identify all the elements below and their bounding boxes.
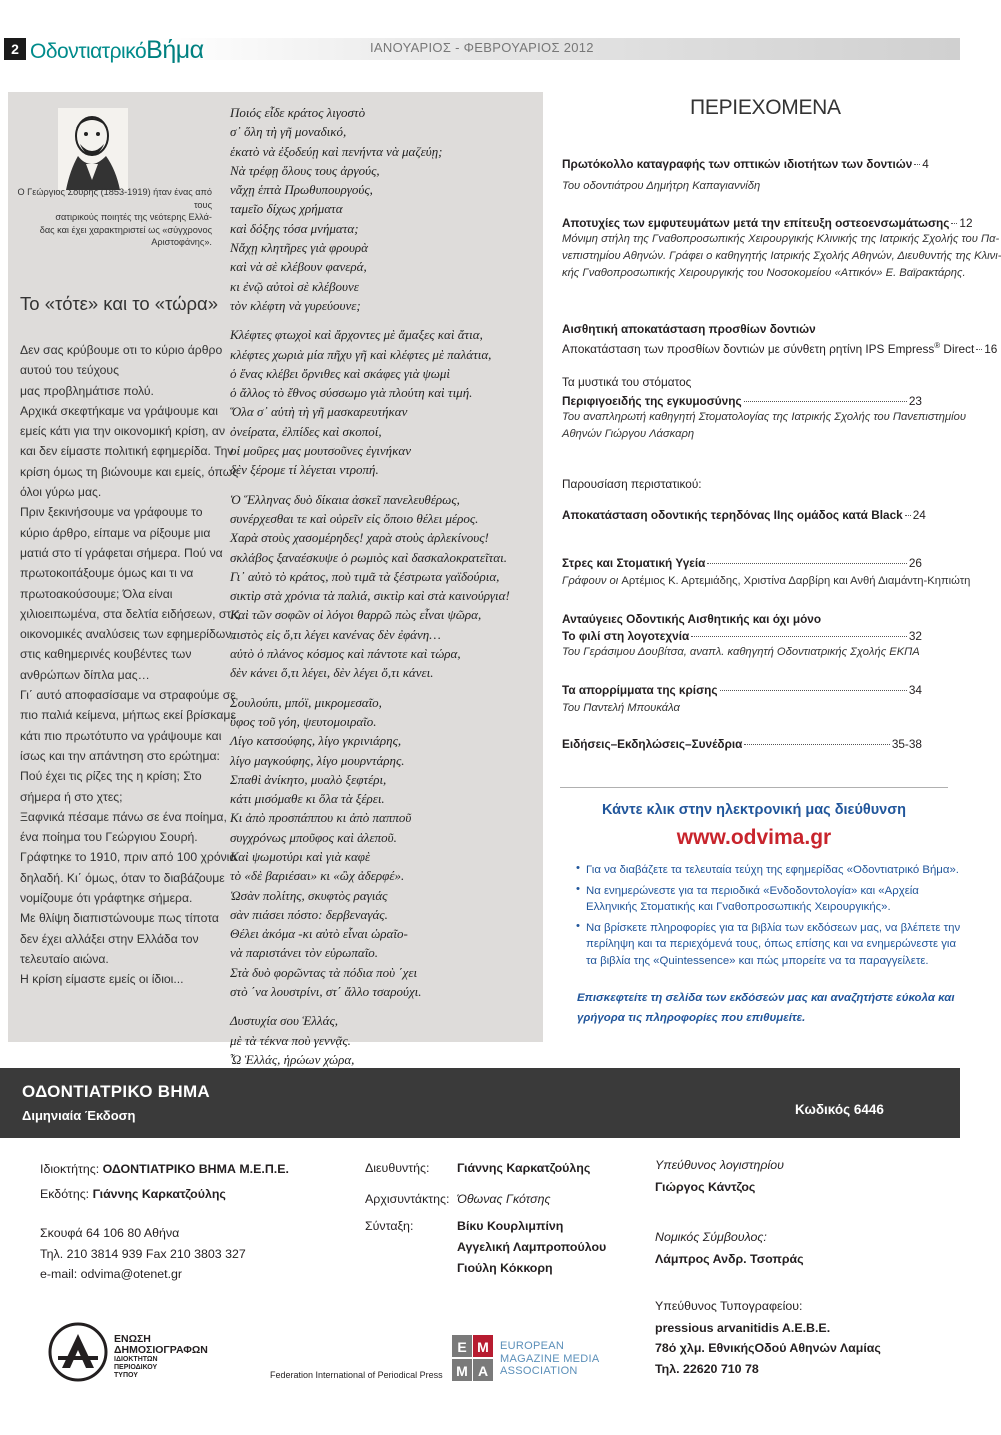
accounting-label xyxy=(655,1158,784,1172)
article-line: χιλιοειπωμένα, στα δελτία ειδήσεων, στις xyxy=(20,606,240,621)
brand-part1: Οδοντιατρικό xyxy=(30,40,147,63)
toc-entry-24[interactable] xyxy=(562,476,926,523)
toc-author: Του Παντελή Μπουκάλα xyxy=(562,702,680,714)
fipp-text: Federation International of Periodical Press xyxy=(270,1370,443,1380)
article-line: στις καθημερινές κουβέντες των xyxy=(20,647,192,662)
email-line: e-mail: odvima@otenet.gr xyxy=(40,1267,183,1281)
poem-line: ἑκατὸ νὰ ἐξοδεύῃ καὶ πενήντα νὰ μαζεύῃ; xyxy=(230,143,443,159)
owner-label: Ιδιοκτήτης: xyxy=(40,1162,103,1176)
toc-author: Του Γεράσιμου Δουβίτσα, αναπλ. καθηγητή Οδοντιατρικής Σχολής ΕΚΠΑ xyxy=(562,646,920,658)
toc-section-head: Παρουσίαση περιστατικού: xyxy=(562,477,702,491)
poem-line: Γι᾽ αὐτὸ τὸ κράτος, ποὺ τιμᾶ τὰ ξέστρωτα γαϊδούρια, xyxy=(230,568,500,584)
article-line: κάτι πιο πρωτότυπο να γράψουμε και xyxy=(20,728,222,743)
legal-name xyxy=(655,1252,804,1266)
toc-title-reg: ® xyxy=(934,341,941,350)
toc-page: 32 xyxy=(908,629,922,643)
poem-line: λίγο μαγκούφης, λίγο μουρντάρης. xyxy=(230,752,405,768)
toc-page: 24 xyxy=(912,508,926,522)
toc-title: Αποτυχίες των εμφυτευμάτων μετά την επίτευξη οστεοενσωμάτωσης xyxy=(562,216,950,230)
director-label: Διευθυντής: xyxy=(365,1161,430,1175)
legal-label xyxy=(655,1230,767,1244)
article-line: κρίση όμως τη βιώνουμε και εμείς, όπως xyxy=(20,464,239,479)
poem-line: σ᾽ ὅλη τὴ γῆ μοναδικό, xyxy=(230,124,347,140)
toc-section-head: Αισθητική αποκατάσταση προσθίων δοντιών xyxy=(562,322,816,336)
souris-poem xyxy=(230,103,535,1099)
editor-name-text: Όθωνας Γκότσης xyxy=(457,1192,551,1206)
toc-entry-16[interactable] xyxy=(562,320,998,356)
staff-member xyxy=(457,1261,553,1275)
emma-text xyxy=(500,1340,600,1378)
brand-logo xyxy=(30,36,204,65)
article-line: δηλαδή. Κι΄ όμως, όταν το διαβάζουμε xyxy=(20,870,225,885)
legal-name-text: Λάμπρος Ανδρ. Τσοπράς xyxy=(655,1252,804,1266)
editorial-title: Το «τότε» και το «τώρα» xyxy=(20,293,219,314)
article-line: μας προβλημάτισε πολύ. xyxy=(20,383,154,398)
journalists-union-text xyxy=(114,1334,208,1380)
toc-title: Το φιλί στη λογοτεχνία xyxy=(562,629,690,643)
poem-line: Νὰ τρέφῃ ὅλους τους ἀργούς, xyxy=(230,162,380,178)
editorial-text xyxy=(20,340,240,990)
poem-line: καὶ δόξης τόσα μνήματα; xyxy=(230,220,359,236)
director-name xyxy=(457,1161,590,1175)
article-line: κύριο άρθρο, είπαμε να ρίξουμε μια xyxy=(20,525,211,540)
staff-member-name: Βίκυ Κουρλιμπίνη xyxy=(457,1219,564,1233)
promo-visit-line: γρήγορα τις πληροφορίες που επιθυμείτε. xyxy=(577,1012,806,1024)
masthead-subtitle: Διμηνιαία Έκδοση xyxy=(22,1108,136,1123)
article-line: Η κρίση είμαστε εμείς οι ίδιοι... xyxy=(20,972,184,987)
staff-label: Σύνταξη: xyxy=(365,1219,414,1233)
toc-author: Του αναπληρωτή καθηγητή Στοματολογίας της Ιατρικής Σχολής του Πανεπιστημίου xyxy=(562,411,966,423)
article-line: Πού έχει τις ρίζες της η κρίση; Στο xyxy=(20,769,202,784)
publisher-line xyxy=(40,1187,226,1201)
article-line: δεν έχει αλλάξει στην Ελλάδα τον xyxy=(20,931,199,946)
toc-entry-26[interactable] xyxy=(562,555,971,590)
poem-line: ταμεῖο δίχως χρήματα xyxy=(230,201,343,217)
promo-list xyxy=(576,862,961,973)
printer-name-text: pressious arvanitidis A.E.B.E. xyxy=(655,1321,831,1335)
toc-entry-4[interactable] xyxy=(562,156,929,195)
toc-title: Αποκατάσταση οδοντικής τερηδόνας IIης ομάδος κατά Black xyxy=(562,508,903,522)
article-line: σήμερα ή στο χτες; xyxy=(20,789,123,804)
caption-line: δας και έχει χαρακτηριστεί ως «σύγχρονος Αριστοφάνης». xyxy=(39,224,212,247)
toc-title: Στρες και Στοματική Υγεία xyxy=(562,556,706,570)
article-line: Αρχικά σκεφτήκαμε να γράψουμε και xyxy=(20,403,219,418)
poem-line: Νἄχῃ κλητῆρες γιὰ φρουρὰ xyxy=(230,240,368,256)
promo-item xyxy=(576,862,959,879)
emma-mark-m1: M xyxy=(477,1339,489,1355)
accountant-name-text: Γιώργος Κάντζος xyxy=(655,1180,756,1194)
accountant-name xyxy=(655,1180,755,1194)
article-line: όλοι γύρω μας. xyxy=(20,485,102,500)
owner-name: ΟΔΟΝΤΙΑΤΡΙΚΟ ΒΗΜΑ Μ.Ε.Π.Ε. xyxy=(102,1162,289,1176)
poem-stanza-4 xyxy=(230,693,535,1002)
union-small-line: ΤΥΠΟΥ xyxy=(114,1372,138,1379)
printer-name xyxy=(655,1321,830,1335)
toc-title: Ειδήσεις–Εκδηλώσεις–Συνέδρια xyxy=(562,737,743,751)
article-line: ένα ποίημα του Γεώργιου Σουρή. xyxy=(20,830,198,845)
poem-line: Σπαθὶ ἀνίκητο, μυαλὸ ξεφτέρι, xyxy=(230,771,387,787)
website-link[interactable]: www.odvima.gr xyxy=(676,826,832,849)
emma-mark-e: E xyxy=(457,1339,467,1355)
poem-line: Ὁ Ἕλληνας δυὸ δίκαια ἀσκεῖ πανελευθέρως, xyxy=(230,491,460,507)
emma-line: EUROPEAN xyxy=(500,1340,565,1352)
promo-item-line: περίληψη και τα περιεχόμενά τους, όπως επίσης και να ενημερώνεστε για xyxy=(586,938,957,950)
owner-line xyxy=(40,1162,289,1176)
poem-line: τὸ «δὲ βαριέσαι» κι «ὢχ ἀδερφέ». xyxy=(230,868,405,884)
article-line: Ξαφνικά πέσαμε πάνω σε ένα ποίημα, xyxy=(20,809,227,824)
toc-page: 26 xyxy=(908,556,922,570)
toc-author: Του οδοντιάτρου Δημήτρη Καπαγιαννίδη xyxy=(562,180,761,192)
editor-name xyxy=(457,1192,551,1206)
union-small-line: ΙΔΙΟΚΤΗΤΩΝ xyxy=(114,1356,158,1363)
promo-divider xyxy=(560,787,948,788)
poem-line: Ὡσὰν πολίτης, σκυφτὸς ραγιάς xyxy=(230,887,388,903)
staff-member xyxy=(457,1219,563,1233)
toc-title xyxy=(562,338,974,357)
toc-author: Μόνιμη στήλη της Γναθοπροσωπικής Χειρουργικής Κλινικής της Ιατρικής Σχολής του Πα- xyxy=(562,233,1000,245)
article-line: αυτού του τεύχους xyxy=(20,363,119,378)
poem-line: ὀνείρατα, ἐλπίδες καὶ σκοποί, xyxy=(230,423,382,439)
toc-section-head: Τα μυστικά του στόματος xyxy=(562,375,692,389)
poem-stanza-1 xyxy=(230,103,535,315)
emma-line: ASSOCIATION xyxy=(500,1365,578,1377)
caption-line: Ο Γεώργιος Σουρής (1853-1919) ήταν ένας από τους xyxy=(17,187,212,210)
toc-page: 4 xyxy=(922,157,929,171)
poem-line: Καὶ ψωμοτύρι καὶ γιὰ καφὲ xyxy=(230,848,371,864)
poem-line: ὁ ἕνας κλέβει ὄρνιθες καὶ σκάφες γιὰ ψωμὶ xyxy=(230,365,451,381)
poem-line: Σουλούπι, μπόϊ, μικρομεσαῖο, xyxy=(230,694,382,710)
emma-mark-m2: M xyxy=(456,1363,468,1379)
director-name-text: Γιάννης Καρκατζούλης xyxy=(457,1161,591,1175)
printer-phone xyxy=(655,1362,759,1376)
poem-line: Χαρὰ στοὺς χασομέρηδες! χαρὰ στοὺς ἀρλεκίνους! xyxy=(230,530,489,546)
portrait-caption xyxy=(10,186,212,249)
toc-title: Πρωτόκολλο καταγραφής των οπτικών ιδιοτήτων των δοντιών xyxy=(562,157,913,171)
promo-item-line: • Για να διαβάζετε τα τελευταία τεύχη της εφημερίδας «Οδοντιατρικό Βήμα». xyxy=(586,864,959,876)
promo-item-line: • Να ενημερώνεστε για τα περιοδικά «Ενδοδοντολογία» και «Αρχεία xyxy=(586,884,919,897)
promo-item xyxy=(576,883,946,916)
article-line: πιο παλιά κείμενα, μήπως εκεί βρίσκαμε xyxy=(20,708,236,723)
poem-line: δὲν ξέρομε τί λέγεται ντροπή. xyxy=(230,462,379,478)
promo-cta: Κάντε κλικ στην ηλεκτρονική μας διεύθυνση xyxy=(602,802,906,818)
toc-author-names: Αρτέμιος Κ. Αρτεμιάδης, Χριστίνα Δαρβίρη και Ανθή Διαμάντη-Κηπιώτη xyxy=(621,575,971,587)
poem-line: σὰν πιάσει πόστο: δερβεναγάς. xyxy=(230,906,388,922)
poem-stanza-3 xyxy=(230,490,535,683)
poem-line: Ποιός εἶδε κράτος λιγοστὸ xyxy=(230,105,366,120)
toc-title: Περιφιγοειδής της εγκυμοσύνης xyxy=(562,394,742,408)
portrait-sketch xyxy=(58,108,128,190)
toc-author: νεπιστημίου Αθηνών. Γράφει ο καθηγητής Ιατρικής Σχολής Αθηνών, Διευθυντής της Κλινι- xyxy=(562,250,1001,262)
union-line: ΕΝΩΣΗ xyxy=(114,1333,151,1345)
poem-line: Κι ἀπὸ προσπάππου κι ἀπὸ παπποῦ xyxy=(230,810,412,826)
printer-address xyxy=(655,1341,881,1355)
contents-title: ΠΕΡΙΕΧΟΜΕΝΑ xyxy=(690,96,841,119)
article-line: νομίζουμε ότι γράφτηκε σήμερα. xyxy=(20,891,193,906)
article-line: ματιά στο τί γράφεται σήμερα. Πού να xyxy=(20,545,223,560)
accounting-label-text: Υπεύθυνος λογιστηρίου xyxy=(655,1158,784,1172)
article-line: ίσως και την απάντηση στο ερώτημα: xyxy=(20,748,220,763)
toc-title-main: Αποκατάσταση των προσθίων δοντιών με σύνθετη ρητίνη IPS Empress xyxy=(562,341,935,356)
toc-author-prefix: Γράφουν οι xyxy=(562,575,622,587)
toc-page: 16 xyxy=(984,341,998,356)
journalists-union-logo xyxy=(48,1322,108,1382)
caption-line: σατιρικούς ποιητές της νεότερης Ελλά- xyxy=(55,212,212,222)
poem-line: κάτι μισόμαθε κι ὅλα τὰ ξέρει. xyxy=(230,791,385,807)
toc-author xyxy=(562,573,971,590)
masthead-bar xyxy=(0,1068,960,1138)
poem-line: πιστὸς εἰς ὅ,τι λέγει κανένας δὲν ἐφάνη… xyxy=(230,626,441,642)
article-line: τελευταίο αιώνα. xyxy=(20,951,109,966)
poem-line: Θέλει ἀκόμα -κι αὐτὸ εἶναι ὡραῖο- xyxy=(230,926,408,942)
staff-member-name: Αγγελική Λαμπροπούλου xyxy=(457,1240,607,1254)
article-line: πρωτοκοιτάξουμε όμως και τι να xyxy=(20,566,194,581)
poem-line: νἄχῃ ἑπτὰ Πρωθυπουργούς, xyxy=(230,182,373,198)
poem-line: σικτὶρ στὰ χρόνια τὰ παλιά, σικτὶρ καὶ στὰ καινούργια! xyxy=(230,588,510,604)
issue-date: ΙΑΝΟΥΑΡΙΟΣ - ΦΕΒΡΟΥΑΡΙΟΣ 2012 xyxy=(370,40,594,55)
poem-line: Δυστυχία σου Ἑλλάς, xyxy=(230,1013,338,1029)
promo-item-line: • Να βρίσκετε πληροφορίες για τα βιβλία των εκδόσεων μας, να βλέπετε την xyxy=(586,921,961,934)
toc-entry-23[interactable] xyxy=(562,374,966,443)
toc-title-end: Direct xyxy=(940,341,975,356)
poem-line: Καὶ τῶν σοφῶν οἱ λόγοι θαρρῶ πὼς εἶναι ψῶρα, xyxy=(230,607,482,623)
publisher-label: Εκδότης: xyxy=(40,1187,93,1201)
page-number: 2 xyxy=(4,38,26,60)
printer-phone-text: Τηλ. 22620 710 78 xyxy=(655,1362,759,1376)
article-line: πρωτοακούσουμε; Όλα είναι xyxy=(20,586,173,601)
poem-line: στὸ ΄να λουστρίνι, στ΄ ἄλλο τσαρούχι. xyxy=(230,984,422,1000)
poem-line: νὰ παριστάνει τὸν εὐρωπαῖο. xyxy=(230,945,379,961)
emma-line: MAGAZINE MEDIA xyxy=(500,1352,600,1365)
editor-label: Αρχισυντάκτης: xyxy=(365,1192,450,1206)
toc-page: 23 xyxy=(908,394,922,408)
poem-line: κλέφτες χωριὰ μία πῆχυ γῆ καὶ κλέφτες μὲ παλάτια, xyxy=(230,346,492,362)
promo-item-line: τα βιβλία της «Quintessence» και πώς μπορείτε να τα παραγγείλετε. xyxy=(586,954,929,967)
brand-part2: Βήμα xyxy=(146,36,204,64)
promo-item xyxy=(576,920,961,970)
poem-line: μὲ τὰ τέκνα ποὺ γεννᾷς. xyxy=(230,1032,351,1048)
article-line: Γι΄ αυτό αποφασίσαμε να στραφούμε σε xyxy=(20,688,236,703)
legal-label-text: Νομικός Σύμβουλος: xyxy=(655,1230,767,1244)
toc-entry-32[interactable] xyxy=(562,610,922,661)
page-header xyxy=(0,0,960,74)
article-line: ανθρώπων δίπλα μας… xyxy=(20,667,150,682)
staff-member xyxy=(457,1240,606,1254)
poem-stanza-2 xyxy=(230,325,535,479)
poem-line: αὐτὸ ὁ πλάνος κόσμος καὶ πάντοτε καὶ τώρα, xyxy=(230,646,461,662)
toc-entry-35[interactable] xyxy=(562,736,922,752)
toc-entry-12[interactable] xyxy=(562,215,1001,282)
poem-line: τὸν κλέφτη νὰ γυρεύουνε; xyxy=(230,297,361,313)
poem-line: Λίγο κατσούφης, λίγο γκρινιάρης, xyxy=(230,733,402,749)
poem-line: Ὅλα σ᾽ αὐτὴ τὴ γῆ μασκαρευτήκαν xyxy=(230,404,408,420)
promo-item-line: Ελληνικής Στοματικής και Γναθοπροσωπικής Χειρουργικής». xyxy=(586,901,891,913)
poem-line: σκλάβος ξαναέσκυψε ὁ ρωμιὸς καὶ δασκαλοκρατεῖται. xyxy=(230,549,507,565)
staff-member-name: Γιούλη Κόκκορη xyxy=(457,1261,553,1275)
article-line: Γράφτηκε το 1910, πριν από 100 χρόνια xyxy=(20,850,237,865)
poem-line: καὶ νὰ σὲ κλέβουν φανερά, xyxy=(230,259,367,275)
poem-line: κι ἐνῷ αὐτοὶ σὲ κλέβουνε xyxy=(230,278,359,294)
toc-title: Τα απορρίμματα της κρίσης xyxy=(562,683,718,697)
toc-page: 35-38 xyxy=(891,737,922,751)
masthead-code: Κωδικός 6446 xyxy=(795,1102,884,1117)
emma-mark-a: A xyxy=(477,1363,489,1379)
article-line: εμείς κάτι για την οικονομική κρίση, αν xyxy=(20,424,226,439)
poem-line: Στὰ δυὸ φορῶντας τὰ πόδια ποὺ ΄χει xyxy=(230,964,418,980)
article-line: και δεν είμαστε πολιτική εφημερίδα. Την xyxy=(20,444,234,459)
poem-line: συνέρχεσθαι τε καὶ οὐρεῖν εἰς ὅποιο θέλει μέρος. xyxy=(230,510,479,526)
article-line: οικονομικές αναλύσεις των εφημερίδων, xyxy=(20,627,235,642)
promo-visit-note xyxy=(577,988,955,1028)
printing-label: Υπεύθυνος Τυπογραφείου: xyxy=(655,1299,803,1313)
toc-page: 34 xyxy=(908,683,922,697)
toc-page: 12 xyxy=(959,216,973,230)
poem-line: Ὦ Ἑλλάς, ἡρώων χώρα, xyxy=(230,1051,355,1067)
phone-line: Τηλ. 210 3814 939 Fax 210 3803 327 xyxy=(40,1247,246,1261)
union-small-line: ΠΕΡΙΟΔΙΚΟΥ xyxy=(114,1364,158,1371)
article-line: Πριν ξεκινήσουμε να γράφουμε το xyxy=(20,505,203,520)
poem-line: συγχρόνως μποῦφος καὶ ἀλεποῦ. xyxy=(230,829,397,845)
masthead-title: ΟΔΟΝΤΙΑΤΡΙΚΟ ΒΗΜΑ xyxy=(22,1082,210,1101)
printer-address-text: 78ό χλμ. ΕθνικήςΟδού Αθηνών Λαμίας xyxy=(655,1341,881,1355)
poem-line: Κλέφτες φτωχοὶ καὶ ἄρχοντες μὲ ἅμαξες καὶ ἄτια, xyxy=(230,327,483,343)
promo-visit-line: Επισκεφτείτε τη σελίδα των εκδόσεών μας και αναζητήστε εύκολα και xyxy=(577,992,955,1004)
poem-line: ὕφος τοῦ γόη, ψευτομοιραῖο. xyxy=(230,713,377,729)
address-line: Σκουφά 64 106 80 Αθήνα xyxy=(40,1226,180,1240)
publisher-name: Γιάννης Καρκατζούλης xyxy=(92,1187,226,1201)
poem-line: οἱ μοῦρες μας μουτσοῦνες ἐγινήκαν xyxy=(230,443,411,459)
toc-entry-34[interactable] xyxy=(562,682,922,717)
article-line: Με θλίψη διαπιστώνουμε πως τίποτα xyxy=(20,911,219,926)
article-line: Δεν σας κρύβουμε οτι το κύριο άρθρο xyxy=(20,343,223,357)
emma-logo xyxy=(450,1333,495,1383)
toc-author: Αθηνών Γιώργου Λάσκαρη xyxy=(562,428,695,440)
toc-section-head: Ανταύγειες Οδοντικής Αισθητικής και όχι μόνο xyxy=(562,612,822,626)
toc-author: κής Γναθοπροσωπικής Χειρουργικής του Νοσοκομείου «Αττικόν» Ε. Βαϊρακτάρης. xyxy=(562,267,966,279)
poem-line: δὲν κάνει ὅ,τι λέγει, δὲν λέγει ὅ,τι κάνει. xyxy=(230,665,434,681)
poem-line: ὁ ἄλλος τὸ ἔθνος σύσσωμο γιὰ πλούτη καὶ τιμή. xyxy=(230,385,473,401)
union-line: ΔΗΜΟΣΙΟΓΡΑΦΩΝ xyxy=(114,1344,208,1356)
